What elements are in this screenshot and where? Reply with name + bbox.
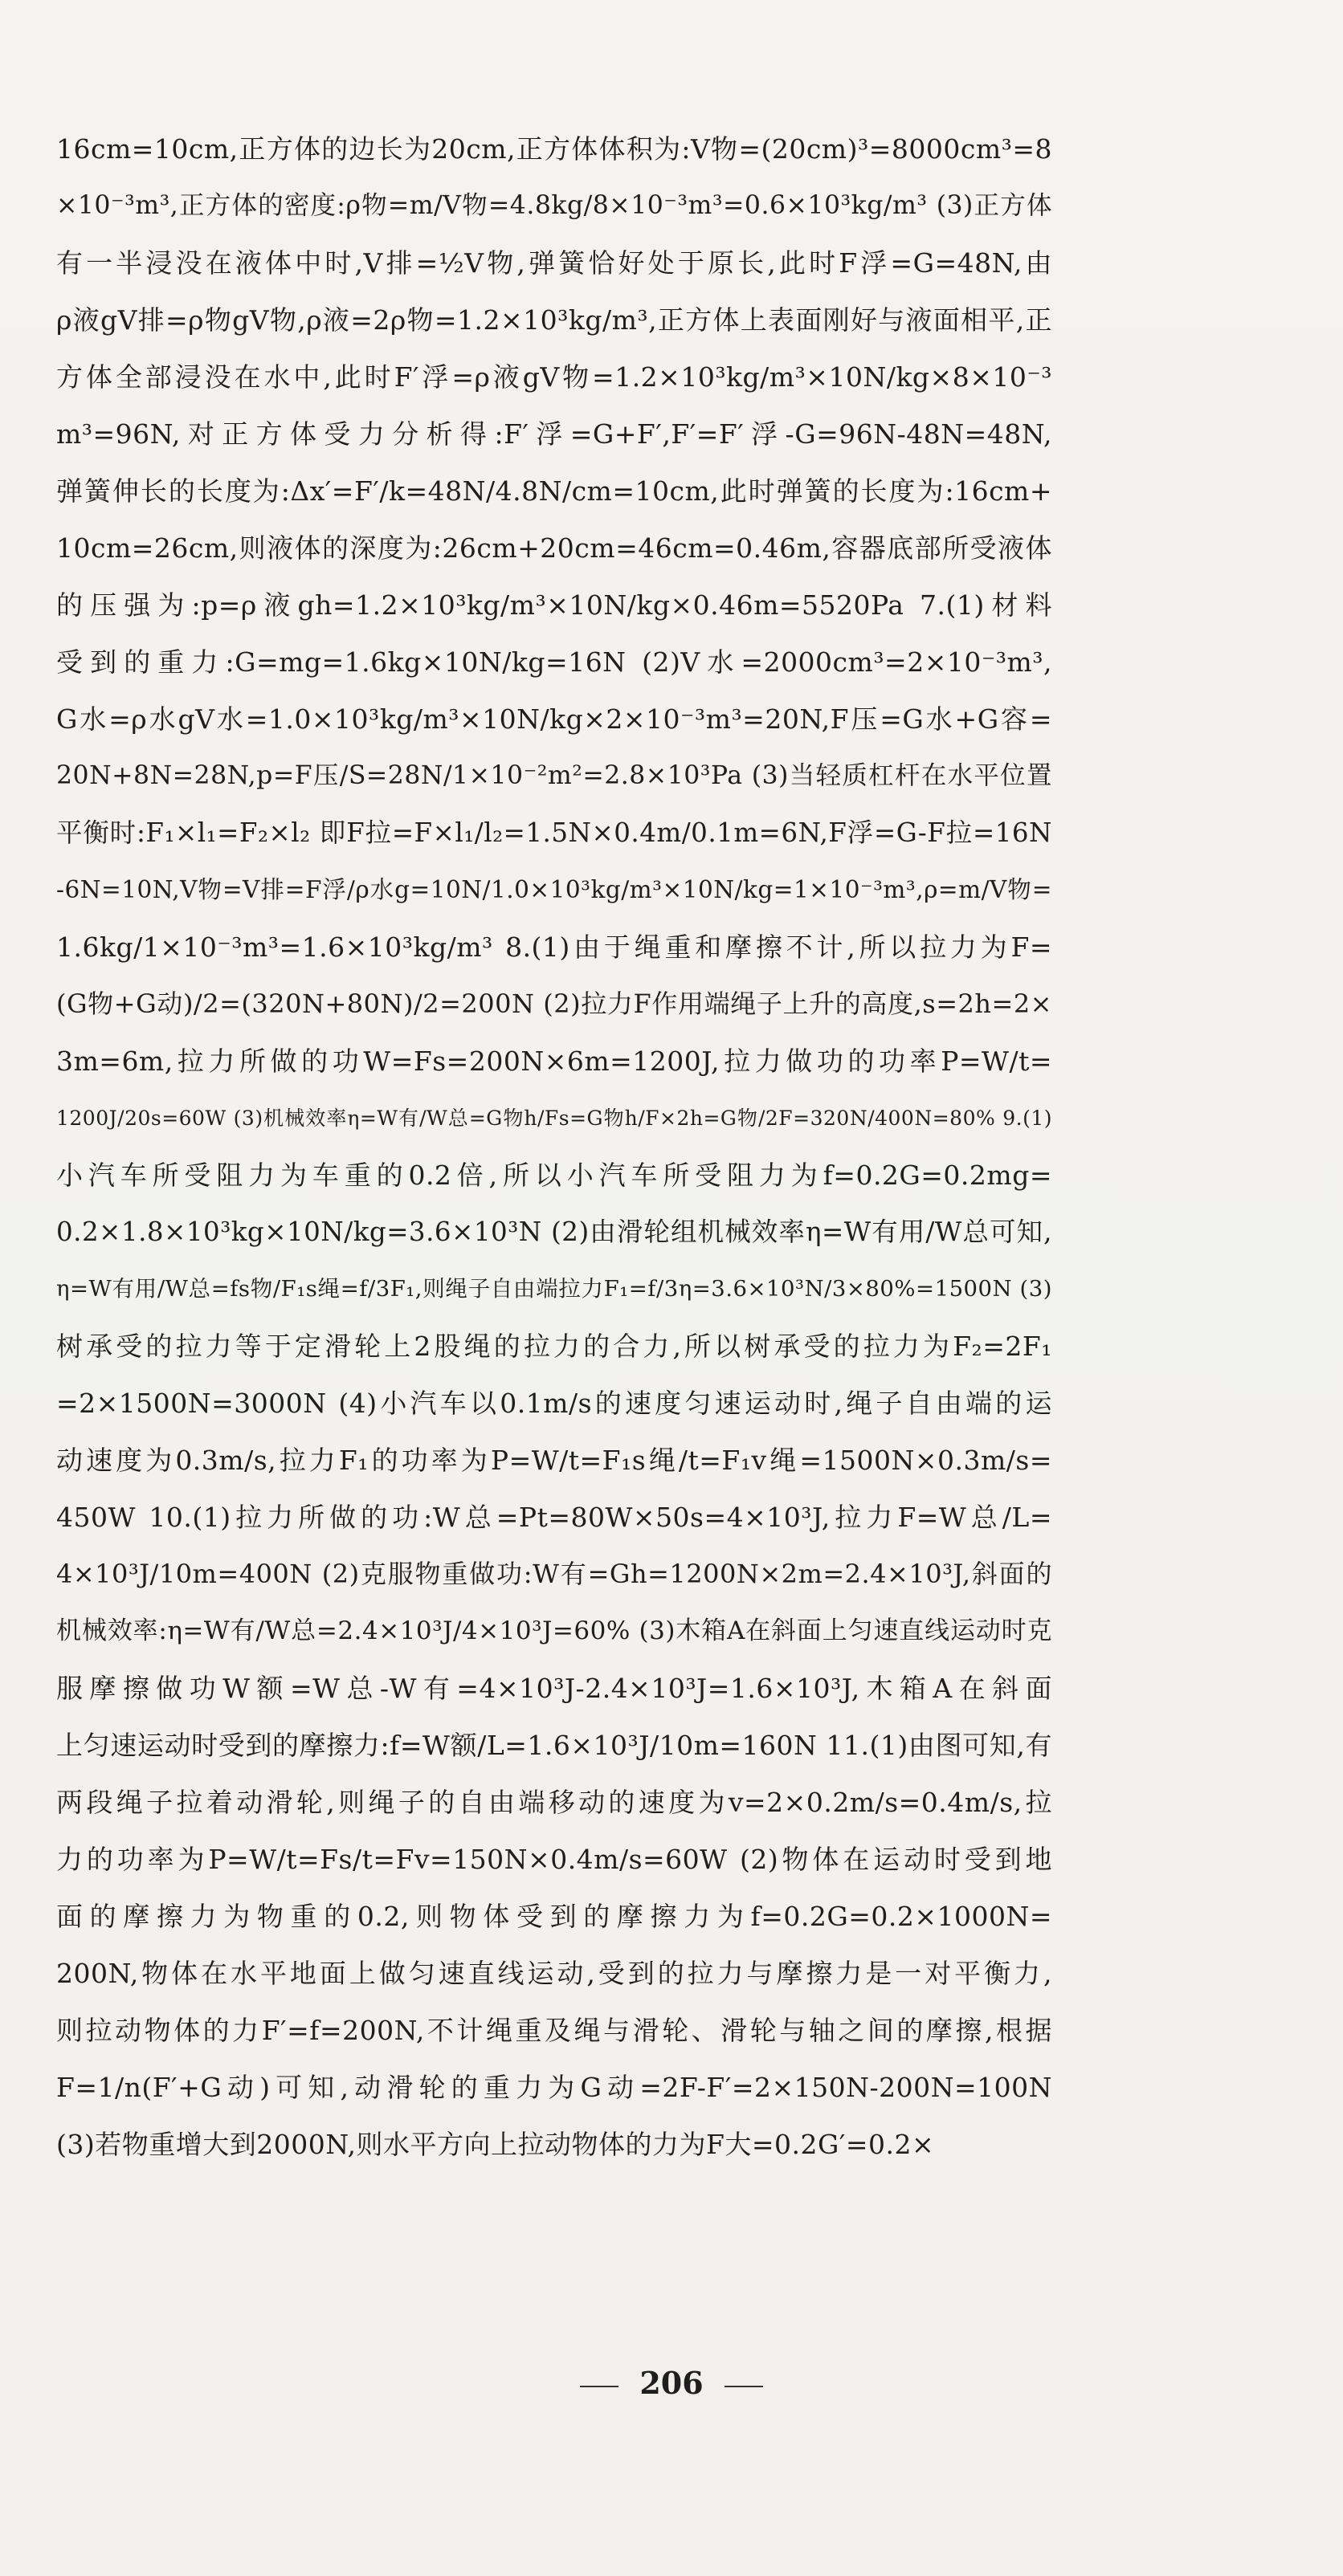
text-line: η=W有用/W总=fs物/F₁s绳=f/3F₁,则绳子自由端拉力F₁=f/3η=3.6×10³N/3×80%=1500N (3) bbox=[56, 1276, 1052, 1302]
text-line: (G物+G动)/2=(320N+80N)/2=200N (2)拉力F作用端绳子上升的高度,s=2h=2× bbox=[56, 988, 1052, 1019]
text-line: 16cm=10cm,正方体的边长为20cm,正方体体积为:V物=(20cm)³=8000cm³=8 bbox=[56, 133, 1052, 165]
text-line: 450W 10.(1)拉力所做的功:W总=Pt=80W×50s=4×10³J,拉力F=W总/L= bbox=[56, 1502, 1052, 1533]
text-line: F=1/n(F′+G动)可知,动滑轮的重力为G动=2F-F′=2×150N-200N=100N bbox=[56, 2072, 1052, 2103]
text-line: 1.6kg/1×10⁻³m³=1.6×10³kg/m³ 8.(1)由于绳重和摩擦不计,所以拉力为F= bbox=[56, 931, 1052, 963]
text-line: 4×10³J/10m=400N (2)克服物重做功:W有=Gh=1200N×2m=2.4×10³J,斜面的 bbox=[56, 1559, 1052, 1589]
text-line: 小汽车所受阻力为车重的0.2倍,所以小汽车所受阻力为f=0.2G=0.2mg= bbox=[56, 1160, 1052, 1191]
page-number: 206 bbox=[639, 2365, 704, 2401]
text-line: 1200J/20s=60W (3)机械效率η=W有/W总=G物h/Fs=G物h/F×2h=G物/2F=320N/400N=80% 9.(1) bbox=[56, 1107, 1052, 1130]
text-line: ρ液gV排=ρ物gV物,ρ液=2ρ物=1.2×10³kg/m³,正方体上表面刚好与液面相平,正 bbox=[56, 304, 1052, 336]
text-line: 则拉动物体的力F′=f=200N,不计绳重及绳与滑轮、滑轮与轴之间的摩擦,根据 bbox=[56, 2015, 1052, 2046]
text-line: 树承受的拉力等于定滑轮上2股绳的拉力的合力,所以树承受的拉力为F₂=2F₁ bbox=[56, 1331, 1052, 1362]
text-line: m³=96N,对正方体受力分析得:F′浮=G+F′,F′=F′浮-G=96N-48N=48N, bbox=[56, 418, 1052, 450]
page-footer bbox=[0, 2365, 1343, 2401]
text-line: 上匀速运动时受到的摩擦力:f=W额/L=1.6×10³J/10m=160N 11.(1)由图可知,有 bbox=[56, 1730, 1052, 1761]
footer-dash-right bbox=[725, 2386, 763, 2387]
text-line: 两段绳子拉着动滑轮,则绳子的自由端移动的速度为v=2×0.2m/s=0.4m/s,拉 bbox=[56, 1787, 1052, 1818]
text-line: 弹簧伸长的长度为:Δx′=F′/k=48N/4.8N/cm=10cm,此时弹簧的长度为:16cm+ bbox=[56, 475, 1052, 507]
text-line: 方体全部浸没在水中,此时F′浮=ρ液gV物=1.2×10³kg/m³×10N/kg×8×10⁻³ bbox=[56, 361, 1052, 393]
text-line: 200N,物体在水平地面上做匀速直线运动,受到的拉力与摩擦力是一对平衡力, bbox=[56, 1958, 1052, 1989]
answer-text-block bbox=[56, 120, 1052, 2173]
text-line: 受到的重力:G=mg=1.6kg×10N/kg=16N (2)V水=2000cm³=2×10⁻³m³, bbox=[56, 646, 1052, 678]
text-line: 动速度为0.3m/s,拉力F₁的功率为P=W/t=F₁s绳/t=F₁v绳=1500N×0.3m/s= bbox=[56, 1445, 1052, 1476]
text-line: 力的功率为P=W/t=Fs/t=Fv=150N×0.4m/s=60W (2)物体在运动时受到地 bbox=[56, 1844, 1052, 1875]
text-line: 3m=6m,拉力所做的功W=Fs=200N×6m=1200J,拉力做功的功率P=W/t= bbox=[56, 1045, 1052, 1077]
text-line: 机械效率:η=W有/W总=2.4×10³J/4×10³J=60% (3)木箱A在斜面上匀速直线运动时克 bbox=[56, 1616, 1052, 1645]
text-line: 平衡时:F₁×l₁=F₂×l₂ 即F拉=F×l₁/l₂=1.5N×0.4m/0.1m=6N,F浮=G-F拉=16N bbox=[56, 817, 1052, 848]
text-line: =2×1500N=3000N (4)小汽车以0.1m/s的速度匀速运动时,绳子自由端的运 bbox=[56, 1388, 1052, 1419]
text-line: 的压强为:p=ρ液gh=1.2×10³kg/m³×10N/kg×0.46m=5520Pa 7.(1)材料 bbox=[56, 589, 1052, 621]
text-line: G水=ρ水gV水=1.0×10³kg/m³×10N/kg×2×10⁻³m³=20N,F压=G水+G容= bbox=[56, 703, 1052, 735]
text-line: (3)若物重增大到2000N,则水平方向上拉动物体的力为F大=0.2G′=0.2× bbox=[56, 2129, 935, 2160]
text-line: 0.2×1.8×10³kg×10N/kg=3.6×10³N (2)由滑轮组机械效率η=W有用/W总可知, bbox=[56, 1217, 1052, 1247]
footer-dash-left bbox=[580, 2386, 618, 2387]
text-line: 有一半浸没在液体中时,V排=½V物,弹簧恰好处于原长,此时F浮=G=48N,由 bbox=[56, 247, 1052, 279]
text-line: 服摩擦做功W额=W总-W有=4×10³J-2.4×10³J=1.6×10³J,木箱A在斜面 bbox=[56, 1673, 1052, 1704]
text-line: 面的摩擦力为物重的0.2,则物体受到的摩擦力为f=0.2G=0.2×1000N= bbox=[56, 1901, 1052, 1932]
text-line: -6N=10N,V物=V排=F浮/ρ水g=10N/1.0×10³kg/m³×10N/kg=1×10⁻³m³,ρ=m/V物= bbox=[56, 876, 1052, 903]
text-line: 20N+8N=28N,p=F压/S=28N/1×10⁻²m²=2.8×10³Pa (3)当轻质杠杆在水平位置 bbox=[56, 761, 1052, 790]
text-line: 10cm=26cm,则液体的深度为:26cm+20cm=46cm=0.46m,容器底部所受液体 bbox=[56, 532, 1052, 564]
text-line: ×10⁻³m³,正方体的密度:ρ物=m/V物=4.8kg/8×10⁻³m³=0.6×10³kg/m³ (3)正方体 bbox=[56, 191, 1052, 220]
